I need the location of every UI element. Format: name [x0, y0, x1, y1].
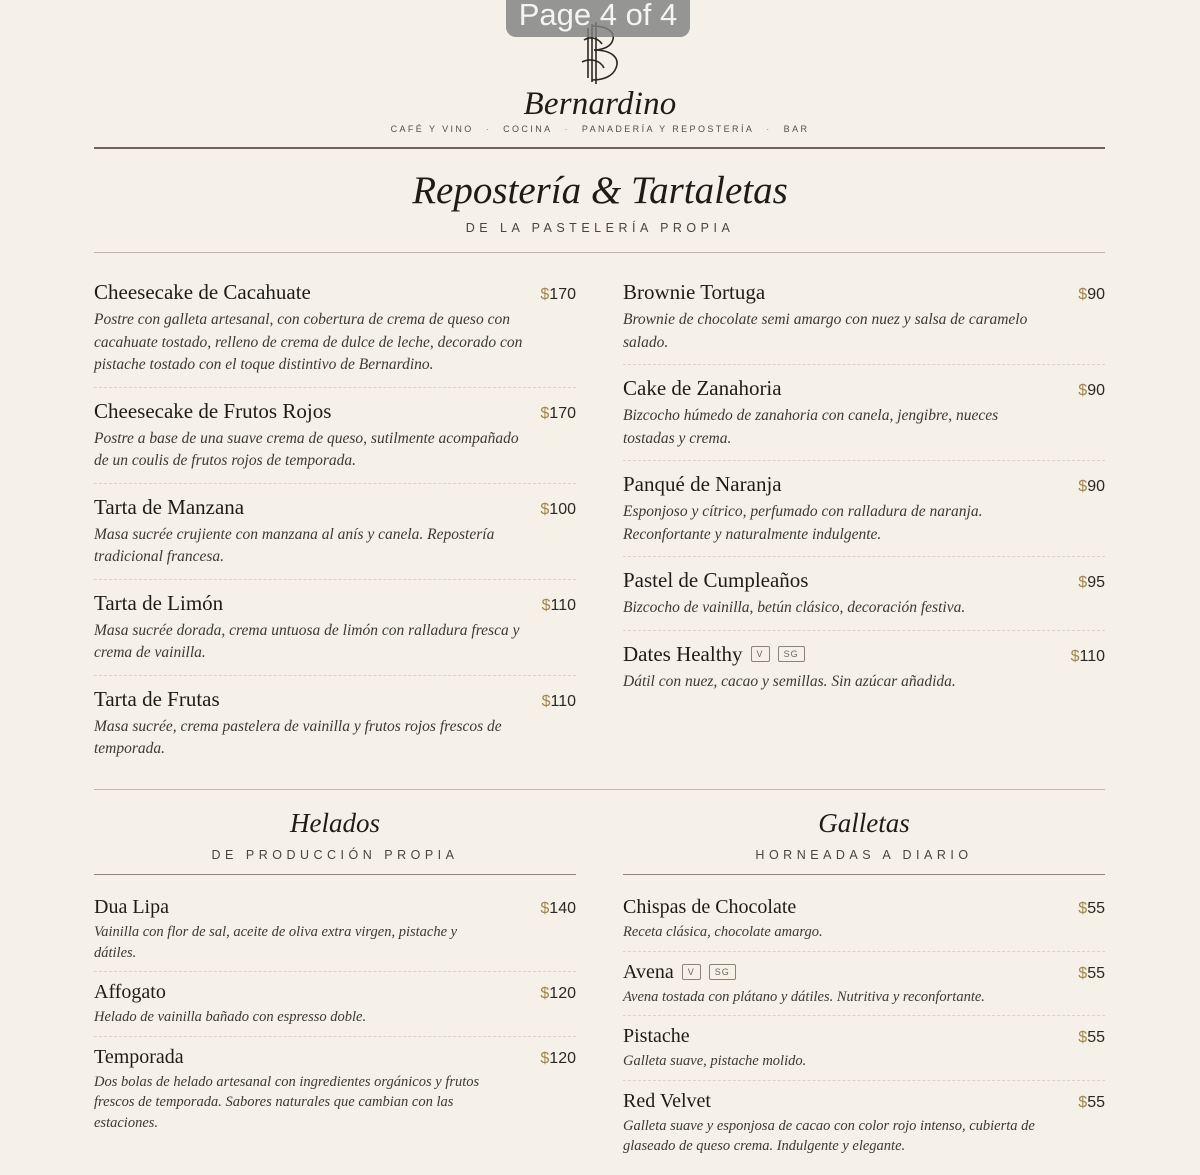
- menu-item-description: Helado de vainilla bañado con espresso doble.: [94, 1009, 367, 1025]
- helados-divider: [94, 874, 576, 875]
- price-value: 95: [1087, 574, 1105, 591]
- menu-item-description: Postre con galleta artesanal, con cobertura de crema de queso con cacahuate tostado, relleno de crema de dulce de leche, decorado con pistache tostado con el toque distintivo de Bernardino.: [94, 311, 523, 373]
- menu-item-description: Bizcocho de vainilla, betún clásico, decoración festiva.: [623, 599, 966, 616]
- menu-item-description: Galleta suave y esponjosa de cacao con color rojo intenso, cubierta de glaseado de queso crema. Indulgente y elegante.: [623, 1117, 1035, 1154]
- helados-subtitle: DE PRODUCCIÓN PROPIA: [211, 848, 459, 862]
- price-value: 170: [549, 286, 576, 303]
- menu-item-name: [623, 896, 796, 919]
- currency-symbol: $: [1078, 900, 1088, 917]
- menu-item-title: Dates Healthy: [623, 641, 743, 666]
- currency-symbol: $: [540, 985, 550, 1002]
- menu-item-header: [94, 687, 576, 712]
- section-subtitle: DE LA PASTELERÍA PROPIA: [465, 221, 735, 235]
- menu-item-price: [540, 985, 576, 1003]
- tagline-separator: ·: [564, 124, 570, 134]
- menu-item-price: [540, 405, 576, 423]
- menu-item-header: [623, 376, 1105, 401]
- menu-item-price: [540, 501, 576, 519]
- menu-item-title: Pistache: [623, 1025, 690, 1047]
- menu-item-name: [94, 687, 220, 712]
- menu-item-description: Avena tostada con plátano y dátiles. Nutritiva y reconfortante.: [623, 988, 985, 1005]
- menu-item-name: [623, 961, 736, 984]
- dietary-tag-badge: V: [682, 964, 701, 980]
- menu-item-title: Tarta de Manzana: [94, 494, 245, 519]
- price-value: 90: [1087, 382, 1105, 399]
- brand-name: Bernardino: [523, 86, 677, 122]
- menu-item-price: [1078, 1029, 1105, 1047]
- currency-symbol: $: [540, 404, 550, 422]
- menu-item-header: [94, 495, 576, 520]
- currency-symbol: $: [540, 500, 550, 518]
- tagline-item: PANADERÍA Y REPOSTERÍA: [581, 124, 755, 134]
- menu-item-description: Postre a base de una suave crema de queso, sutilmente acompañado de un coulis de frutos rojos de temporada.: [94, 429, 519, 469]
- menu-item-description: Masa sucrée crujiente con manzana al anís y canela. Repostería tradicional francesa.: [94, 525, 495, 565]
- menu-item-name: [94, 981, 166, 1004]
- menu-item-price: [1078, 286, 1105, 304]
- tagline-separator: ·: [485, 124, 492, 134]
- currency-symbol: $: [1078, 286, 1088, 303]
- menu-item-description: Masa sucrée dorada, crema untuosa de limón con ralladura fresca y crema de vainilla.: [94, 621, 520, 661]
- currency-symbol: $: [1078, 1093, 1088, 1111]
- menu-item-title: Panqué de Naranja: [623, 472, 782, 496]
- price-value: 120: [549, 985, 576, 1002]
- menu-item-description: Dos bolas de helado artesanal con ingredientes orgánicos y frutos frescos de temporada. Sabores naturales que cambian con las estaciones.: [94, 1073, 480, 1131]
- menu-item: [623, 896, 1105, 952]
- price-value: 120: [549, 1049, 576, 1067]
- menu-item: [94, 687, 576, 771]
- menu-item-name: [94, 1046, 184, 1069]
- menu-item-header: [94, 1046, 576, 1069]
- price-value: 90: [1087, 286, 1105, 303]
- menu-item-title: Affogato: [94, 981, 166, 1003]
- menu-item-price: [542, 693, 576, 711]
- menu-item: [94, 399, 576, 484]
- menu-item-description: Dátil con nuez, cacao y semillas. Sin azúcar añadida.: [623, 672, 956, 690]
- section-title: Repostería & Tartaletas: [412, 169, 788, 212]
- menu-item-title: Chispas de Chocolate: [623, 896, 797, 918]
- menu-item-name: [623, 642, 805, 667]
- price-value: 100: [549, 500, 576, 518]
- menu-item: [94, 896, 576, 972]
- price-value: 55: [1087, 1029, 1105, 1046]
- menu-item: [623, 568, 1105, 631]
- menu-item-description: Vainilla con flor de sal, aceite de oliva extra virgen, pistache y dátiles.: [94, 924, 458, 961]
- menu-item: [94, 981, 576, 1037]
- tagline-separator: ·: [766, 124, 772, 134]
- header-divider: [94, 147, 1105, 149]
- galletas-title: Galletas: [818, 808, 910, 838]
- menu-item-description: Galleta suave, pistache molido.: [623, 1053, 807, 1069]
- currency-symbol: $: [541, 596, 551, 614]
- galletas-column: [623, 896, 1105, 1174]
- helados-title: Helados: [290, 808, 380, 838]
- menu-item-price: [540, 900, 576, 918]
- menu-item-title: Dua Lipa: [94, 896, 169, 918]
- currency-symbol: $: [1078, 964, 1088, 982]
- menu-item: [94, 495, 576, 580]
- menu-item: [623, 961, 1105, 1017]
- menu-item-header: [94, 399, 576, 424]
- menu-item-price: [540, 286, 576, 304]
- menu-item-name: [94, 591, 223, 616]
- dietary-tag-badge: V: [751, 646, 770, 662]
- galletas-divider: [623, 874, 1105, 875]
- menu-item-title: Temporada: [94, 1045, 184, 1068]
- currency-symbol: $: [1078, 1029, 1088, 1046]
- menu-item-title: Tarta de Limón: [94, 590, 224, 615]
- price-value: 55: [1087, 1093, 1105, 1111]
- menu-item-name: [623, 472, 782, 497]
- menu-item-name: [94, 280, 311, 305]
- menu-item-header: [623, 472, 1105, 497]
- currency-symbol: $: [1078, 574, 1088, 591]
- currency-symbol: $: [540, 900, 550, 917]
- menu-item-price: [1071, 648, 1105, 666]
- price-value: 170: [549, 404, 576, 422]
- helados-column: [94, 896, 576, 1150]
- menu-item-description: Receta clásica, chocolate amargo.: [623, 924, 823, 940]
- menu-item-description: Brownie de chocolate semi amargo con nuez y salsa de caramelo salado.: [623, 311, 1028, 351]
- currency-symbol: $: [1078, 382, 1088, 399]
- dietary-tag-badge: SG: [709, 964, 736, 980]
- menu-item: [623, 1090, 1105, 1165]
- menu-item-header: [94, 896, 576, 919]
- tagline-item: BAR: [783, 124, 810, 134]
- menu-item-description: Esponjoso y cítrico, perfumado con ralladura de naranja. Reconfortante y naturalmente indulgente.: [623, 503, 983, 543]
- menu-item-name: [623, 568, 808, 593]
- menu-item-description: Masa sucrée, crema pastelera de vainilla y frutos rojos frescos de temporada.: [94, 717, 502, 757]
- menu-item-price: [1078, 1094, 1105, 1112]
- menu-item: [623, 376, 1105, 461]
- menu-item-title: Cheesecake de Frutos Rojos: [94, 398, 332, 423]
- menu-item-price: [1078, 478, 1105, 496]
- brand-tagline: [0, 124, 1200, 134]
- dietary-tag-badge: SG: [778, 646, 805, 662]
- menu-item-name: [623, 1025, 690, 1048]
- menu-item-title: Pastel de Cumpleaños: [623, 568, 809, 592]
- currency-symbol: $: [1070, 647, 1080, 665]
- section-divider: [94, 789, 1105, 790]
- reposteria-left-column: [94, 280, 576, 782]
- menu-item-title: Red Velvet: [623, 1089, 711, 1112]
- menu-item: [94, 280, 576, 388]
- price-value: 110: [550, 692, 576, 710]
- price-value: 55: [1087, 900, 1105, 917]
- menu-item-header: [623, 280, 1105, 305]
- menu-item-header: [623, 961, 1105, 984]
- menu-item: [623, 1025, 1105, 1081]
- menu-item-price: [1078, 965, 1105, 983]
- menu-item-name: [623, 1090, 711, 1113]
- galletas-subtitle: HORNEADAS A DIARIO: [755, 848, 973, 862]
- menu-item: [623, 642, 1105, 704]
- menu-item-header: [623, 896, 1105, 919]
- menu-item-name: [623, 376, 782, 401]
- menu-item-title: Cake de Zanahoria: [623, 376, 782, 400]
- price-value: 110: [550, 596, 576, 614]
- menu-item-title: Avena: [623, 960, 674, 983]
- currency-symbol: $: [540, 1049, 550, 1067]
- price-value: 140: [549, 900, 576, 917]
- currency-symbol: $: [541, 692, 551, 710]
- menu-item: [623, 472, 1105, 557]
- page-indicator: Page 4 of 4: [506, 0, 690, 37]
- menu-item-price: [1078, 574, 1105, 592]
- price-value: 110: [1079, 647, 1105, 665]
- menu-item-name: [623, 280, 765, 305]
- menu-item-header: [623, 1090, 1105, 1113]
- currency-symbol: $: [1078, 478, 1088, 495]
- section-divider: [94, 252, 1105, 253]
- menu-item-name: [94, 896, 169, 919]
- menu-item-price: [542, 597, 576, 615]
- menu-item-header: [94, 280, 576, 305]
- menu-item-header: [623, 568, 1105, 593]
- currency-symbol: $: [540, 286, 550, 303]
- tagline-item: COCINA: [503, 124, 553, 134]
- menu-item-price: [1078, 382, 1105, 400]
- menu-item-price: [1078, 900, 1105, 918]
- menu-item: [94, 591, 576, 676]
- menu-item-title: Cheesecake de Cacahuate: [94, 280, 311, 304]
- reposteria-right-column: [623, 280, 1105, 714]
- menu-item-header: [623, 642, 1105, 667]
- menu-item-header: [623, 1025, 1105, 1048]
- menu-item-name: [94, 399, 331, 424]
- menu-item-header: [94, 981, 576, 1004]
- menu-item-name: [94, 495, 244, 520]
- menu-item-title: Brownie Tortuga: [623, 280, 766, 304]
- price-value: 90: [1087, 478, 1105, 495]
- tagline-item: CAFÉ Y VINO: [390, 124, 474, 134]
- menu-item-price: [540, 1050, 576, 1068]
- menu-item: [94, 1046, 576, 1142]
- menu-item: [623, 280, 1105, 365]
- menu-item-header: [94, 591, 576, 616]
- menu-item-description: Bizcocho húmedo de zanahoria con canela, jengibre, nueces tostadas y crema.: [623, 407, 999, 447]
- menu-item-title: Tarta de Frutas: [94, 686, 220, 711]
- price-value: 55: [1087, 964, 1105, 982]
